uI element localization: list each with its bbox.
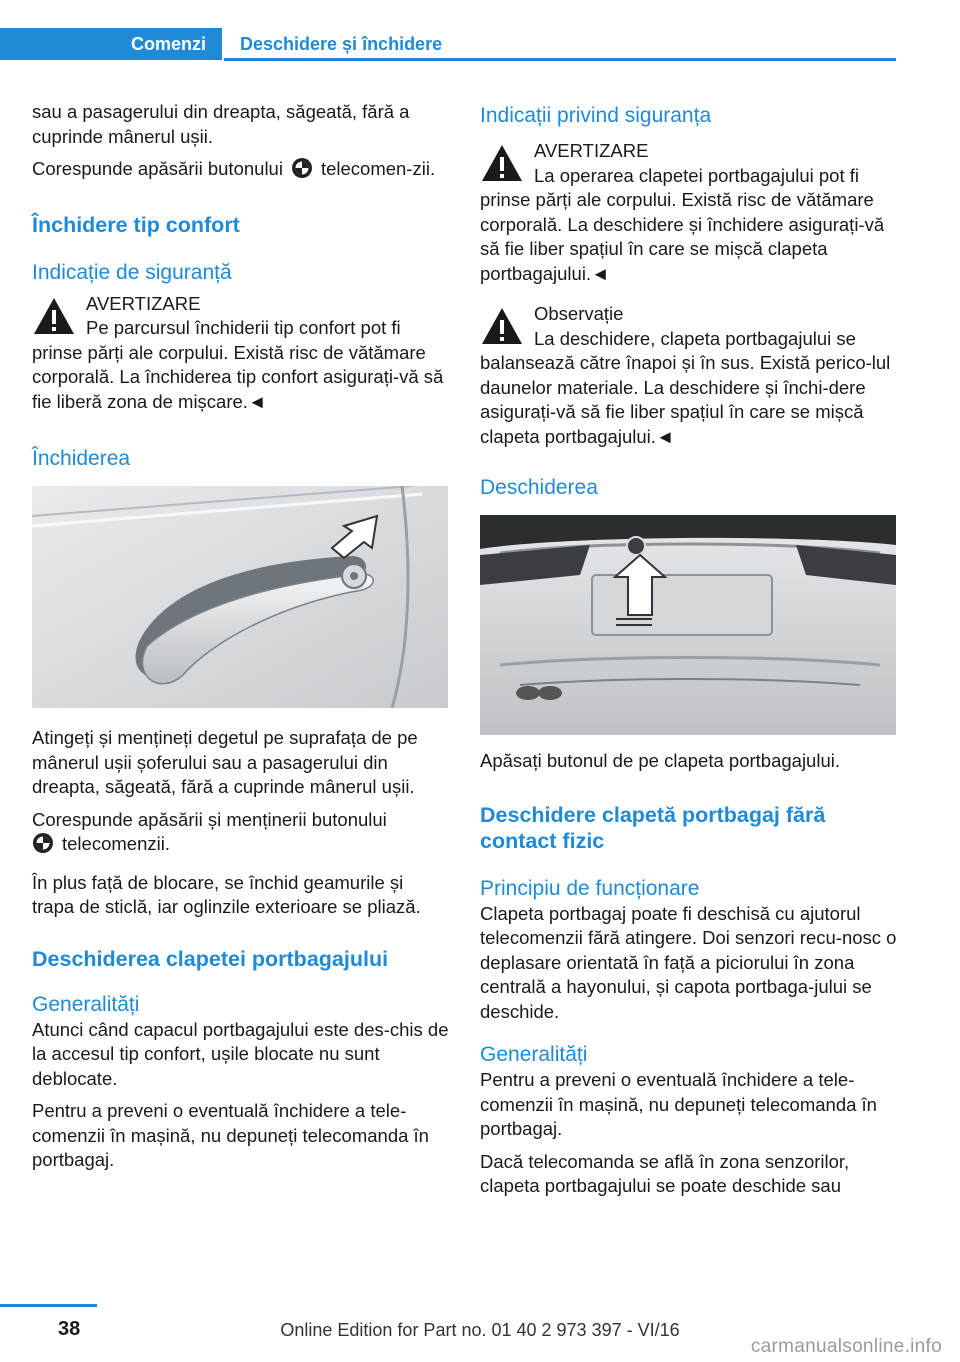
heading-contactless: Deschidere clapetă portbagaj fără contact fizic bbox=[480, 802, 826, 853]
right-column bbox=[480, 100, 898, 1207]
warning-text-2: La deschidere, clapeta portbagajului se balansează către înapoi și în sus. Există perico-lul daunelor materiale. La deschidere și închi-dere asigurați-vă să fie liber spațiul în care se mișcă clapeta portbagajului.◄ bbox=[480, 327, 891, 447]
opening-text: Apăsați butonul de pe clapeta portbagajului. bbox=[480, 750, 840, 771]
watermark: carmanualsonline.info bbox=[750, 1336, 942, 1357]
closing-corresponds bbox=[32, 808, 450, 857]
intro-text: sau a pasagerului din dreapta, săgeată, fără a cuprinde mânerul ușii. bbox=[32, 101, 410, 147]
heading-comfort-close: Închidere tip confort bbox=[32, 212, 240, 237]
warning-box bbox=[32, 292, 450, 415]
prevent-text-left: Pentru a preveni o eventuală închidere a tele-comenzii în mașină, nu depuneți telecomanda în portbagaj. bbox=[32, 1100, 429, 1170]
heading-opening: Deschiderea bbox=[480, 476, 598, 499]
heading-safety-right: Indicații privind siguranța bbox=[480, 104, 712, 127]
closing-corresponds-label-2: telecomenzii. bbox=[62, 833, 170, 854]
trunk-illustration bbox=[480, 515, 896, 735]
warning-text-1: La operarea clapetei portbagajului pot fi prinse părți ale corpului. Există risc de vătămare corporală. La deschidere și închidere asigurați-vă să fie liber spațiul în care se mișcă clapeta portbagajului.◄ bbox=[480, 164, 885, 284]
heading-general-left: Generalități bbox=[32, 992, 140, 1016]
warning-text: Pe parcursul închiderii tip confort pot fi prinse părți ale corpului. Există risc de vătămare corporală. La închiderea tip confort asigurați-vă să fie liberă zona de mișcare.◄ bbox=[32, 317, 444, 412]
page-number-rule bbox=[0, 1304, 97, 1307]
door-handle-image bbox=[32, 486, 448, 708]
warning-title: AVERTIZARE bbox=[86, 292, 201, 314]
general-text-left: Atunci când capacul portbagajului este des-chis de la accesul tip confort, ușile blocate nu sunt deblocate. bbox=[32, 1018, 449, 1089]
general-text-right: Pentru a preveni o eventuală închidere a tele-comenzii în mașină, nu depuneți telecomanda în portbagaj. bbox=[480, 1069, 877, 1139]
warning-title-2: Observație bbox=[534, 303, 624, 324]
closing-text: Atingeți și mențineți degetul pe suprafața de pe mânerul ușii șoferului sau a pasagerului din dreapta, săgeată, fără a cuprinde mânerul ușii. bbox=[32, 727, 418, 797]
bmw-logo-icon bbox=[291, 157, 313, 179]
closing-extra-text: În plus față de blocare, se închid geamurile și trapa de sticlă, iar oglinzile exterioare se pliază. bbox=[32, 871, 421, 917]
heading-closing: Închiderea bbox=[32, 447, 131, 470]
left-column bbox=[32, 100, 450, 1181]
heading-principle: Principiu de funcționare bbox=[480, 876, 700, 900]
warning-triangle-icon bbox=[32, 296, 76, 336]
bmw-logo-icon bbox=[32, 832, 54, 854]
page-number: 38 bbox=[58, 1318, 81, 1340]
warning-triangle-icon bbox=[480, 306, 524, 346]
heading-safety: Indicație de siguranță bbox=[32, 260, 232, 284]
warning-triangle-icon bbox=[480, 143, 524, 183]
tab-comenzi[interactable]: Comenzi bbox=[0, 28, 222, 60]
header-rule bbox=[224, 58, 896, 61]
closing-corresponds-label: Corespunde apăsării și menținerii butonului bbox=[32, 808, 387, 830]
heading-trunk-opening: Deschiderea clapetei portbagajului bbox=[32, 946, 389, 971]
tab-deschidere-inchidere[interactable]: Deschidere și închidere bbox=[240, 34, 443, 54]
corresponds-label-2: telecomen-zii. bbox=[320, 158, 436, 179]
principle-text: Clapeta portbagaj poate fi deschisă cu ajutorul telecomenzii fără atingere. Doi senzori recu-nosc o deplasare orientată în față a piciorului în zona centrală a hayonului, și capota portbaga-jului se deschide. bbox=[480, 902, 897, 1022]
last-text-right: Dacă telecomanda se află în zona senzorilor, clapeta portbagajului se poate deschide sau bbox=[480, 1150, 850, 1196]
warning-title-1: AVERTIZARE bbox=[534, 140, 649, 161]
heading-general-right: Generalități bbox=[480, 1043, 588, 1066]
warning-box-1 bbox=[480, 139, 898, 286]
corresponds-label: Corespunde apăsării butonului bbox=[32, 158, 283, 179]
door-handle-illustration bbox=[32, 486, 448, 708]
edition-footer: Online Edition for Part no. 01 40 2 973 397 - VI/16 bbox=[280, 1320, 680, 1340]
warning-box-2 bbox=[480, 302, 898, 449]
trunk-image bbox=[480, 515, 896, 735]
corresponds-text bbox=[32, 157, 450, 182]
